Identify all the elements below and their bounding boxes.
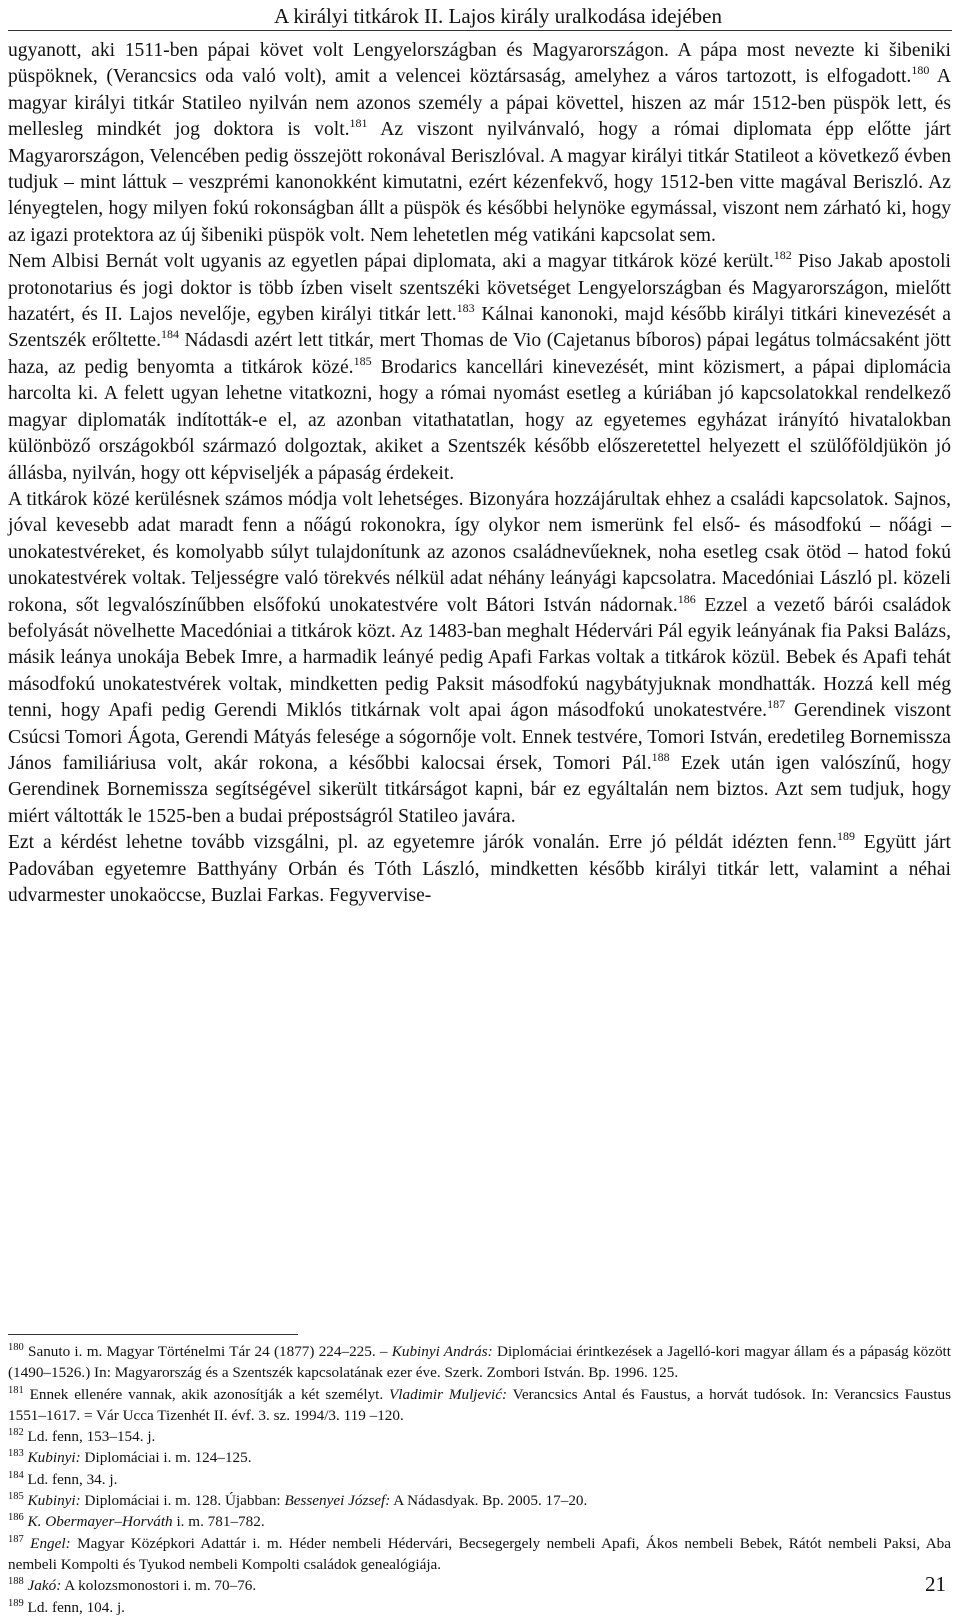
- paragraph: [8, 249, 951, 487]
- text-run: Ezek után igen valószínű, hogy Gerendinek Bornemissza segítségével sikerült titkárságot kapni, bár ez egyáltalán nem biztos. Azt sem tudjuk, hogy miért váltották le 1525-ben a budai prépostságról Statileo javára.: [8, 752, 951, 827]
- footnote-ref[interactable]: 181: [349, 116, 368, 131]
- text-run: ugyanott, aki 1511-ben pápai követ volt Lengyelországban és Magyarországon. A pápa most nevezte ki šibeniki püspöknek, (Verancsics oda való volt), amit a velencei köztársaság, amelyhez a város tartozott, is elfogadott.: [8, 40, 951, 88]
- paragraph: [8, 487, 951, 830]
- footnote-text: Ld. fenn, 34. j.: [27, 1470, 118, 1488]
- footnote-number: 181: [8, 1384, 24, 1396]
- footnote-text-italic: Vladimir Muljević:: [389, 1385, 508, 1403]
- footnote-text: Sanuto i. m. Magyar Történelmi Tár 24 (1877) 224–225. –: [28, 1343, 392, 1360]
- paragraph: [8, 830, 951, 909]
- text-run: Gerendinek viszont Csúcsi Tomori Ágota, Gerendi Mátyás felesége a sógornője volt. Ennek testvére, Tomori István, eredetileg Bornemissza János familiáriusa volt, akár rokona, a későbbi kalocsai érsek, Tomori Pál.: [8, 700, 951, 774]
- footnote: [8, 1511, 951, 1532]
- footnote-number: 184: [8, 1469, 24, 1481]
- text-run: Együtt járt Padovában egyetemre Batthyány Orbán és Tóth László, mindketten később királyi titkár lett, valamint a néhai udvarmester unokaöccse, Buzlai Farkas. Fegyvervise-: [8, 832, 951, 906]
- text-run: Kálnai kanonoki, majd később királyi titkári kinevezését a Szentszék erőltette.: [8, 304, 952, 352]
- footnote: [8, 1384, 951, 1427]
- footnotes: [8, 1341, 951, 1618]
- footnote: [8, 1597, 951, 1618]
- footnote-text-italic: Jakó:: [27, 1577, 62, 1595]
- text-run: Az viszont nyilvánvaló, hogy a római diplomata épp előtte járt Magyarországon, Velencében pedig összejött rokonával Beriszlóval. A magyar királyi titkár Statileot a következő évben tudjuk – mint láttuk – veszprémi kanonokként kimutatni, ezért kézenfekvő, hogy 1512-ben vitte magával Beriszló. Az lényegtelen, hogy milyen fokú rokonságban állt a püspök és későbbi helynöke egymással, viszont nem zárható ki, hogy az igazi protektora az új šibeniki püspök volt. Nem lehetetlen még vatikáni kapcsolat sem.: [8, 119, 951, 246]
- footnote-text: A kolozsmonostori i. m. 70–76.: [61, 1577, 257, 1595]
- footnote-text-italic: Kubinyi András:: [391, 1343, 493, 1360]
- footnote-text: Diplomáciai i. m. 128. Újabban:: [80, 1492, 285, 1510]
- footnote-text: Ennek ellenére vannak, akik azonosítják a két személyt.: [29, 1385, 390, 1403]
- footnote-ref[interactable]: 186: [677, 591, 696, 606]
- footnote-text-italic: Bessenyei József:: [284, 1492, 391, 1510]
- text-run: Nem Albisi Bernát volt ugyanis az egyetlen pápai diplomata, aki a magyar titkárok közé került.: [8, 251, 774, 273]
- footnote-text: Ld. fenn, 104. j.: [27, 1598, 125, 1616]
- footnote-number: 188: [8, 1576, 24, 1588]
- footnote-text: Diplomáciai i. m. 124–125.: [80, 1449, 252, 1467]
- footnote-ref[interactable]: 182: [773, 248, 792, 263]
- footnote-ref[interactable]: 185: [353, 353, 372, 368]
- footnote-number: 182: [8, 1427, 24, 1439]
- footnote-text: Magyar Középkori Adattár i. m. Héder nembeli Hédervári, Becsegergely nembeli Apafi, Ákos nembeli Bebek, Rátót nembeli Paksi, Aba nembeli Kompolti és Tyukod nembeli Kompolti családok genealógiája.: [8, 1534, 951, 1573]
- text-run: A titkárok közé kerülésnek számos módja volt lehetséges. Bizonyára hozzájárultak ehhez a családi kapcsolatok. Sajnos, jóval kevesebb adat maradt fenn a nőágú rokonokra, így olykor nem ismerünk fel első- és másodfokú – nőági – unokatestvéreket, és komolyabb súlyt tulajdonítunk az azonos családnevűeknek, noha esetleg csak ötöd – hatod fokú unokatestvérek voltak. Teljességre való törekvés nélkül adat néhány leányági kapcsolatra. Macedóniai László pl. közeli rokona, sőt legvalószínűbben elsőfokú unokatestvére volt Bátori István nádornak.: [8, 488, 951, 616]
- footnote-ref[interactable]: 188: [651, 749, 670, 764]
- footnote-number: 189: [8, 1597, 24, 1609]
- footnote-ref[interactable]: 184: [160, 327, 179, 342]
- footnote-separator: [8, 1334, 298, 1335]
- footnote-text: i. m. 781–782.: [172, 1513, 265, 1531]
- footnote: [8, 1341, 951, 1384]
- page-number: 21: [925, 1572, 946, 1596]
- footnote-number: 185: [8, 1491, 24, 1503]
- footnote-ref[interactable]: 189: [836, 829, 855, 844]
- text-run: Brodarics kancellári kinevezését, mint közismert, a pápai diplomácia harcolta ki. A felett ugyan lehetne vitatkozni, hogy a római nyomást esetleg a kúriában jó kapcsolatokkal rendelkező magyar diplomaták indították-e el, az azonban vitathatatlan, hogy az egyetemes egyházat irányító hivatalokban különböző országokból származó dolgoztak, akiket a Szentszék később előszeretettel helyezett el szülőföldjükön jó állásba, nyilván, hogy ott képviseljék a pápaság érdekeit.: [8, 356, 951, 484]
- running-header: [8, 0, 952, 31]
- footnote-text-italic: K. Obermayer–Horváth: [27, 1513, 173, 1531]
- footnote: [8, 1469, 951, 1490]
- footnote: [8, 1490, 951, 1511]
- footnote-number: 187: [8, 1533, 24, 1545]
- main-text: [8, 38, 951, 909]
- footnote-text-italic: Kubinyi:: [27, 1492, 81, 1510]
- text-run: Ezzel a vezető bárói családok befolyását növelhette Macedóniai a titkárok közt. Az 1483-ban meghalt Hédervári Pál egyik leányának fia Paksi Balázs, másik leánya unokája Bebek Imre, a harmadik leányé pedig Apafi Farkas voltak a titkárok közül. Bebek és Apafi tehát másodfokú unokatestvérek voltak, mindketten pedig Paksit másodfokú nagybátyjuknak mondhatták. Hozzá kell még tenni, hogy Apafi pedig Gerendi Miklós titkárnak volt apai ágon másodfokú unokatestvére.: [8, 594, 951, 722]
- footnote-ref[interactable]: 187: [767, 697, 786, 712]
- running-title: A királyi titkárok II. Lajos király uralkodása idejében: [274, 4, 722, 28]
- footnote-text-italic: Kubinyi:: [27, 1449, 81, 1467]
- text-run: Nádasdi azért lett titkár, mert Thomas de Vio (Cajetanus bíboros) pápai legátus tolmácsaként jött haza, az pedig benyomta a titkárok közé.: [8, 330, 951, 378]
- footnote-text: Verancsics Antal és Faustus, a horvát tudósok. In: Verancsics Faustus 1551–1617. = Vár Ucca Tizenhét II. évf. 3. sz. 1994/3. 119 –120.: [8, 1385, 952, 1424]
- footnote: [8, 1533, 951, 1576]
- footnote-text: A Nádasdyak. Bp. 2005. 17–20.: [390, 1492, 588, 1510]
- footnote-ref[interactable]: 183: [456, 301, 475, 316]
- footnote: [8, 1426, 951, 1447]
- text-run: Ezt a kérdést lehetne tovább vizsgálni, pl. az egyetemre járók vonalán. Erre jó példát idézten fenn.: [8, 832, 837, 854]
- footnote-ref[interactable]: 180: [911, 63, 930, 78]
- footnote-text: Ld. fenn, 153–154. j.: [27, 1428, 156, 1446]
- footnote-number: 180: [8, 1342, 24, 1353]
- footnote-number: 186: [8, 1512, 24, 1524]
- text-run: A magyar királyi titkár Statileo nyilván nem azonos személy a pápai követtel, hiszen az már 1512-ben püspök lett, és mellesleg mindkét jog doktora is volt.: [8, 66, 951, 141]
- footnote-text-italic: Engel:: [30, 1534, 71, 1552]
- footnote: [8, 1447, 951, 1468]
- footnote-number: 183: [8, 1448, 24, 1460]
- footnote-text: Diplomáciai érintkezések a Jagelló-kori magyar állam és a pápaság között (1490–1526.) In: Magyarország és a Szentszék kapcsolatának ezer éve. Szerk. Zombori István. Bp. 1996. 125.: [8, 1343, 951, 1382]
- paragraph: [8, 38, 951, 249]
- text-run: Piso Jakab apostoli protonotarius és jogi doktor is több ízben viselt szentszéki követséget Lengyelországban és Magyarországon, mielőtt hazatért, és II. Lajos nevelője, egyben királyi titkár lett.: [8, 251, 952, 326]
- footnote: [8, 1575, 951, 1596]
